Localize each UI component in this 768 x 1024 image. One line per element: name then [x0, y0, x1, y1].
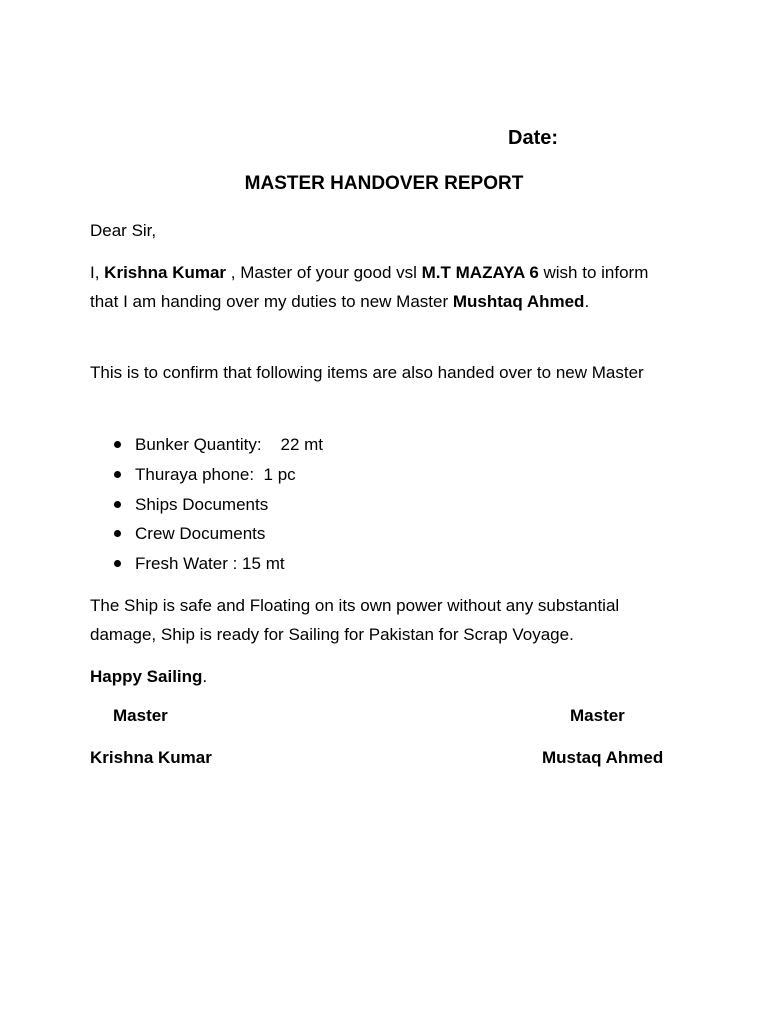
list-item	[90, 460, 680, 490]
intro-text-2: , Master of your good vsl	[226, 263, 422, 282]
list-item-text: Fresh Water : 15 mt	[135, 554, 285, 574]
bullet-icon	[114, 530, 121, 537]
left-signature-name: Krishna Kumar	[90, 748, 212, 767]
date-label: Date:	[508, 127, 559, 149]
list-item-text: Thuraya phone: 1 pc	[135, 464, 296, 484]
report-title: MASTER HANDOVER REPORT	[244, 173, 524, 194]
salutation: Dear Sir,	[90, 221, 157, 240]
incoming-master-name: Mushtaq Ahmed	[452, 292, 585, 311]
list-item-text: Crew Documents	[135, 524, 266, 544]
intro-text-4: .	[584, 292, 590, 311]
list-item	[90, 519, 680, 549]
list-item	[90, 490, 680, 520]
bullet-icon	[114, 501, 121, 508]
list-item	[90, 430, 680, 460]
list-item-text: Ships Documents	[135, 494, 269, 514]
intro-paragraph	[90, 258, 680, 316]
closing-end: .	[202, 667, 208, 686]
status-paragraph: The Ship is safe and Floating on its own power without any substantial damage, Ship is ready for Sailing for Pakistan for Scrap Voyage.	[90, 596, 620, 644]
closing-bold: Happy Sailing	[90, 667, 203, 686]
list-item	[90, 549, 680, 579]
vessel-name: M.T MAZAYA 6	[421, 263, 539, 282]
right-signature-title: Master	[570, 706, 625, 725]
closing-line	[90, 662, 680, 691]
bullet-icon	[114, 471, 121, 478]
intro-text-1: I,	[90, 263, 105, 282]
outgoing-master-name: Krishna Kumar	[104, 263, 227, 282]
bullet-icon	[114, 441, 121, 448]
bullet-icon	[114, 560, 121, 567]
right-signature-name: Mustaq Ahmed	[542, 748, 664, 767]
confirm-paragraph: This is to confirm that following items are also handed over to new Master	[90, 363, 644, 382]
intro-text-3: wish to inform that I am handing over my duties to new Master	[90, 263, 649, 311]
handover-items-list	[90, 430, 680, 579]
list-item-text: Bunker Quantity: 22 mt	[135, 435, 324, 454]
left-signature-title: Master	[113, 706, 168, 725]
